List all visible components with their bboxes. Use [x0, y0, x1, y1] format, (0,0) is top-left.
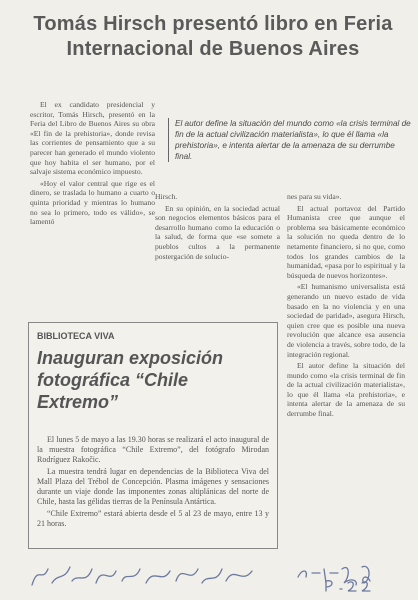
sidebar-news-box — [28, 322, 278, 549]
paragraph: La muestra tendrá lugar en dependencias de la Biblioteca Viva del Mall Plaza del Trébol de Concepción. Plasma imágenes y sensaciones durante un viaje donde las imponentes zonas altiplánicas del norte de Chile, hasta las gélidas tierras de la Península Antártica. — [37, 467, 269, 506]
paragraph: El lunes 5 de mayo a las 19.30 horas se realizará el acto inaugural de la muestra fotográfica “Chile Extremo”, del fotógrafo Mirodan Rodríguez Rakočic. — [37, 435, 269, 464]
handwritten-annotation — [30, 555, 400, 595]
column-3 — [287, 192, 405, 421]
paragraph: «Hoy el valor central que rige es el dinero, se traslada lo humano a cuarto o quinta prioridad y mientras lo humano no sea lo primero, todo es válido», se lamentó — [30, 178, 155, 227]
column-2 — [155, 192, 280, 263]
pull-quote: El autor define la situación del mundo como «la crisis terminal de fin de la actual civilización materialista», lo que él llama «la prehistoria», e intenta alertar de la amenaza de su derrumbe final. — [168, 118, 413, 162]
box-body — [37, 435, 269, 531]
paragraph: El autor define la situación del mundo como «la crisis terminal de fin de la actual civilización materialista», lo que él llama «la prehistoria», e intenta alertar de la amenaza de su derrumbe final. — [287, 361, 405, 419]
section-kicker: BIBLIOTECA VIVA — [37, 331, 115, 341]
paragraph: En su opinión, en la sociedad actual son negocios elementos básicos para el desarrollo humano como la educación o la salud, de forma que «se somete a pueblos cultos a la permanente postergación de solucio- — [155, 203, 280, 261]
paragraph: El actual portavoz del Partido Humanista cree que aunque el problema sea básicamente económico la solución no queda dentro de lo netamente financiero, si no que, como todos los grandes cambios de la humanidad, «pasa por lo espiritual y la búsqueda de nuevos horizontes». — [287, 203, 405, 280]
headline: Tomás Hirsch presentó libro en Feria Internacional de Buenos Aires — [33, 13, 393, 60]
paragraph: Hirsch. — [155, 192, 178, 201]
box-title: Inauguran exposición fotográfica “Chile Extremo” — [37, 348, 224, 412]
paragraph: «El humanismo universalista está generando un nuevo estado de vida basado en la no violencia y en una sociedad de paridad», asegura Hirsch, quien cree que es posible una nueva revolución que alcance esa ausencia de violencia a través, sobre todo, de la integración regional. — [287, 282, 405, 359]
column-1 — [30, 100, 155, 229]
paragraph: “Chile Extremo” estará abierta desde el 5 al 23 de mayo, entre 13 y 21 horas. — [37, 509, 269, 528]
paragraph: nes para su vida». — [287, 192, 342, 201]
paragraph: El ex candidato presidencial y escritor, Tomás Hirsch, presentó en la Feria del Libro de Buenos Aires su obra «El fin de la prehistoria», donde revisa las corrientes de pensamiento que a su parecer han generado el mundo violento que hoy habita el ser humano, por el salvaje sistema económico impuesto. — [30, 100, 155, 177]
